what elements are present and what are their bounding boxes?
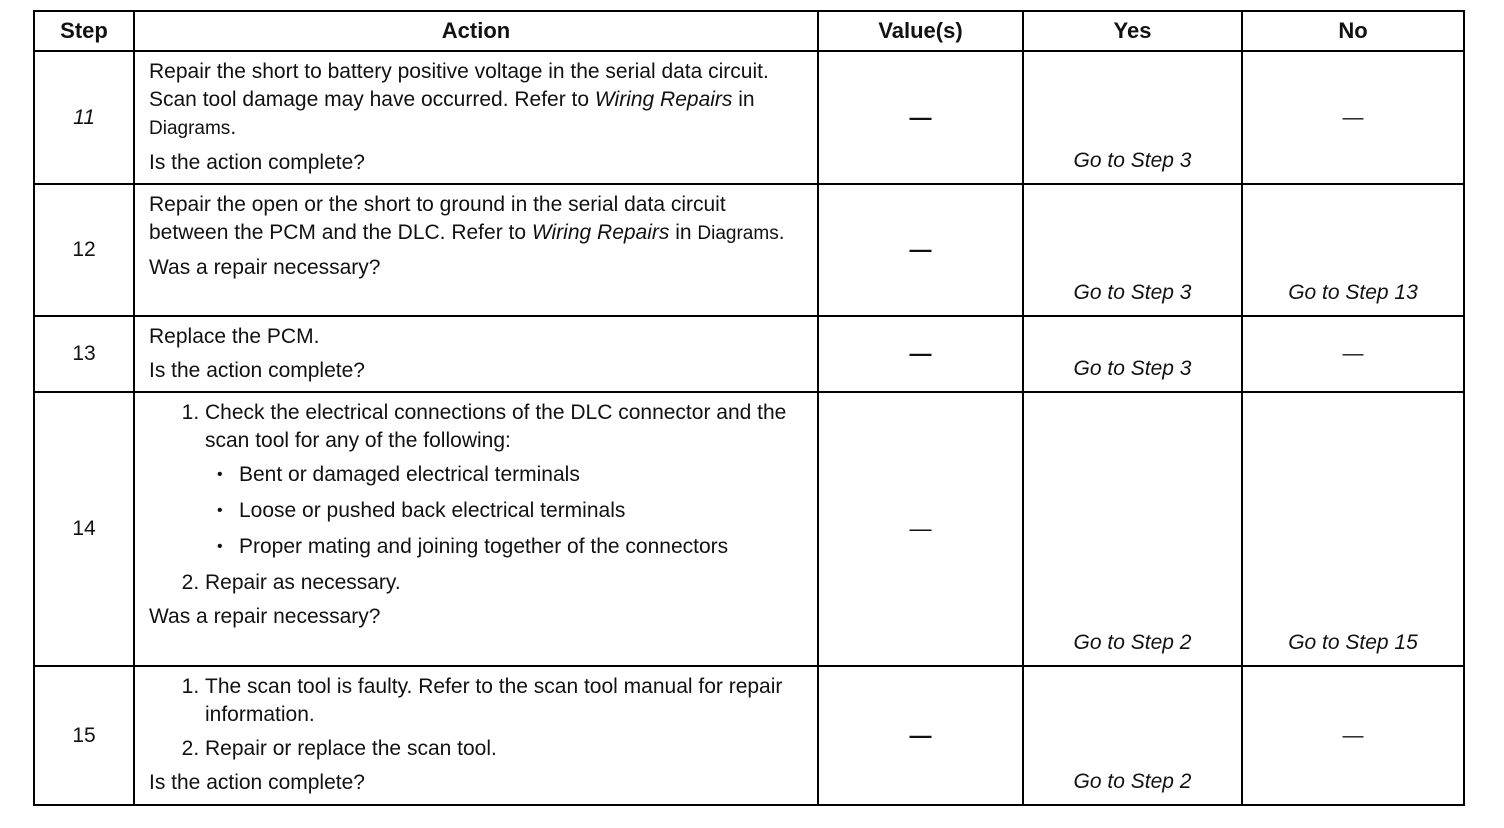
action-step-1 bbox=[205, 399, 805, 561]
value-cell: — bbox=[818, 316, 1023, 392]
value-cell: — bbox=[818, 666, 1023, 805]
yes-cell: Go to Step 3 bbox=[1023, 51, 1242, 184]
action-cell bbox=[134, 316, 818, 392]
no-cell: Go to Step 15 bbox=[1242, 392, 1464, 666]
yes-cell: Go to Step 2 bbox=[1023, 392, 1242, 666]
table-row bbox=[34, 316, 1464, 392]
action-cell bbox=[134, 392, 818, 666]
action-question: Was a repair necessary? bbox=[149, 605, 381, 628]
table-row bbox=[34, 184, 1464, 316]
action-steps bbox=[149, 399, 805, 597]
check-item: • Bent or damaged electrical terminals bbox=[239, 461, 805, 489]
check-list bbox=[205, 461, 805, 561]
value-cell: — bbox=[818, 392, 1023, 666]
header-yes: Yes bbox=[1023, 11, 1242, 51]
action-step-2: 2. Repair as necessary. bbox=[205, 569, 805, 597]
action-question: Is the action complete? bbox=[149, 151, 365, 174]
step-number: 11 bbox=[34, 51, 134, 184]
no-cell: — bbox=[1242, 316, 1464, 392]
step-number: 12 bbox=[34, 184, 134, 316]
action-text-part: . bbox=[778, 221, 785, 244]
yes-cell: Go to Step 3 bbox=[1023, 184, 1242, 316]
yes-cell: Go to Step 2 bbox=[1023, 666, 1242, 805]
no-cell: — bbox=[1242, 666, 1464, 805]
check-item: • Proper mating and joining together of the connectors bbox=[239, 533, 805, 561]
action-reference: Wiring Repairs bbox=[531, 221, 670, 244]
action-text-part: . bbox=[230, 116, 237, 139]
table-row bbox=[34, 392, 1464, 666]
value-cell: — bbox=[818, 51, 1023, 184]
check-item: • Loose or pushed back electrical terminals bbox=[239, 497, 805, 525]
action-text-part: in bbox=[732, 88, 755, 111]
action-cell bbox=[134, 51, 818, 184]
step-number: 14 bbox=[34, 392, 134, 666]
step-number: 13 bbox=[34, 316, 134, 392]
action-step-1: 1. The scan tool is faulty. Refer to the scan tool manual for repair information. bbox=[205, 673, 805, 729]
action-text-part: Repair the open or the short to ground in the serial data circuit between the PCM and the DLC. Refer to bbox=[149, 193, 726, 244]
yes-cell: Go to Step 3 bbox=[1023, 316, 1242, 392]
action-reference: Wiring Repairs bbox=[594, 88, 733, 111]
table-row bbox=[34, 666, 1464, 805]
action-steps bbox=[149, 673, 805, 763]
header-row bbox=[34, 11, 1464, 51]
header-action: Action bbox=[134, 11, 818, 51]
action-cell bbox=[134, 666, 818, 805]
action-question: Was a repair necessary? bbox=[149, 256, 381, 279]
step-number: 15 bbox=[34, 666, 134, 805]
action-text: Replace the PCM. bbox=[149, 325, 320, 348]
header-no: No bbox=[1242, 11, 1464, 51]
action-step-2: 2. Repair or replace the scan tool. bbox=[205, 735, 805, 763]
header-step: Step bbox=[34, 11, 134, 51]
action-step-text: Check the electrical connections of the DLC connector and the scan tool for any of the following: bbox=[205, 401, 787, 452]
action-text-part: Repair the short to battery positive voltage in the serial data circuit. Scan tool damage may have occurred. Refer to bbox=[149, 60, 769, 111]
action-reference-section: Diagrams bbox=[149, 118, 231, 139]
action-text bbox=[149, 191, 805, 248]
action-cell bbox=[134, 184, 818, 316]
value-cell: — bbox=[818, 184, 1023, 316]
action-question: Is the action complete? bbox=[149, 359, 365, 382]
diagnostic-table bbox=[33, 10, 1465, 806]
header-values: Value(s) bbox=[818, 11, 1023, 51]
action-reference-section: Diagrams bbox=[697, 223, 779, 244]
table-row bbox=[34, 51, 1464, 184]
no-cell: Go to Step 13 bbox=[1242, 184, 1464, 316]
action-question: Is the action complete? bbox=[149, 771, 365, 794]
action-text-part: in bbox=[669, 221, 698, 244]
no-cell: — bbox=[1242, 51, 1464, 184]
action-text bbox=[149, 58, 805, 143]
